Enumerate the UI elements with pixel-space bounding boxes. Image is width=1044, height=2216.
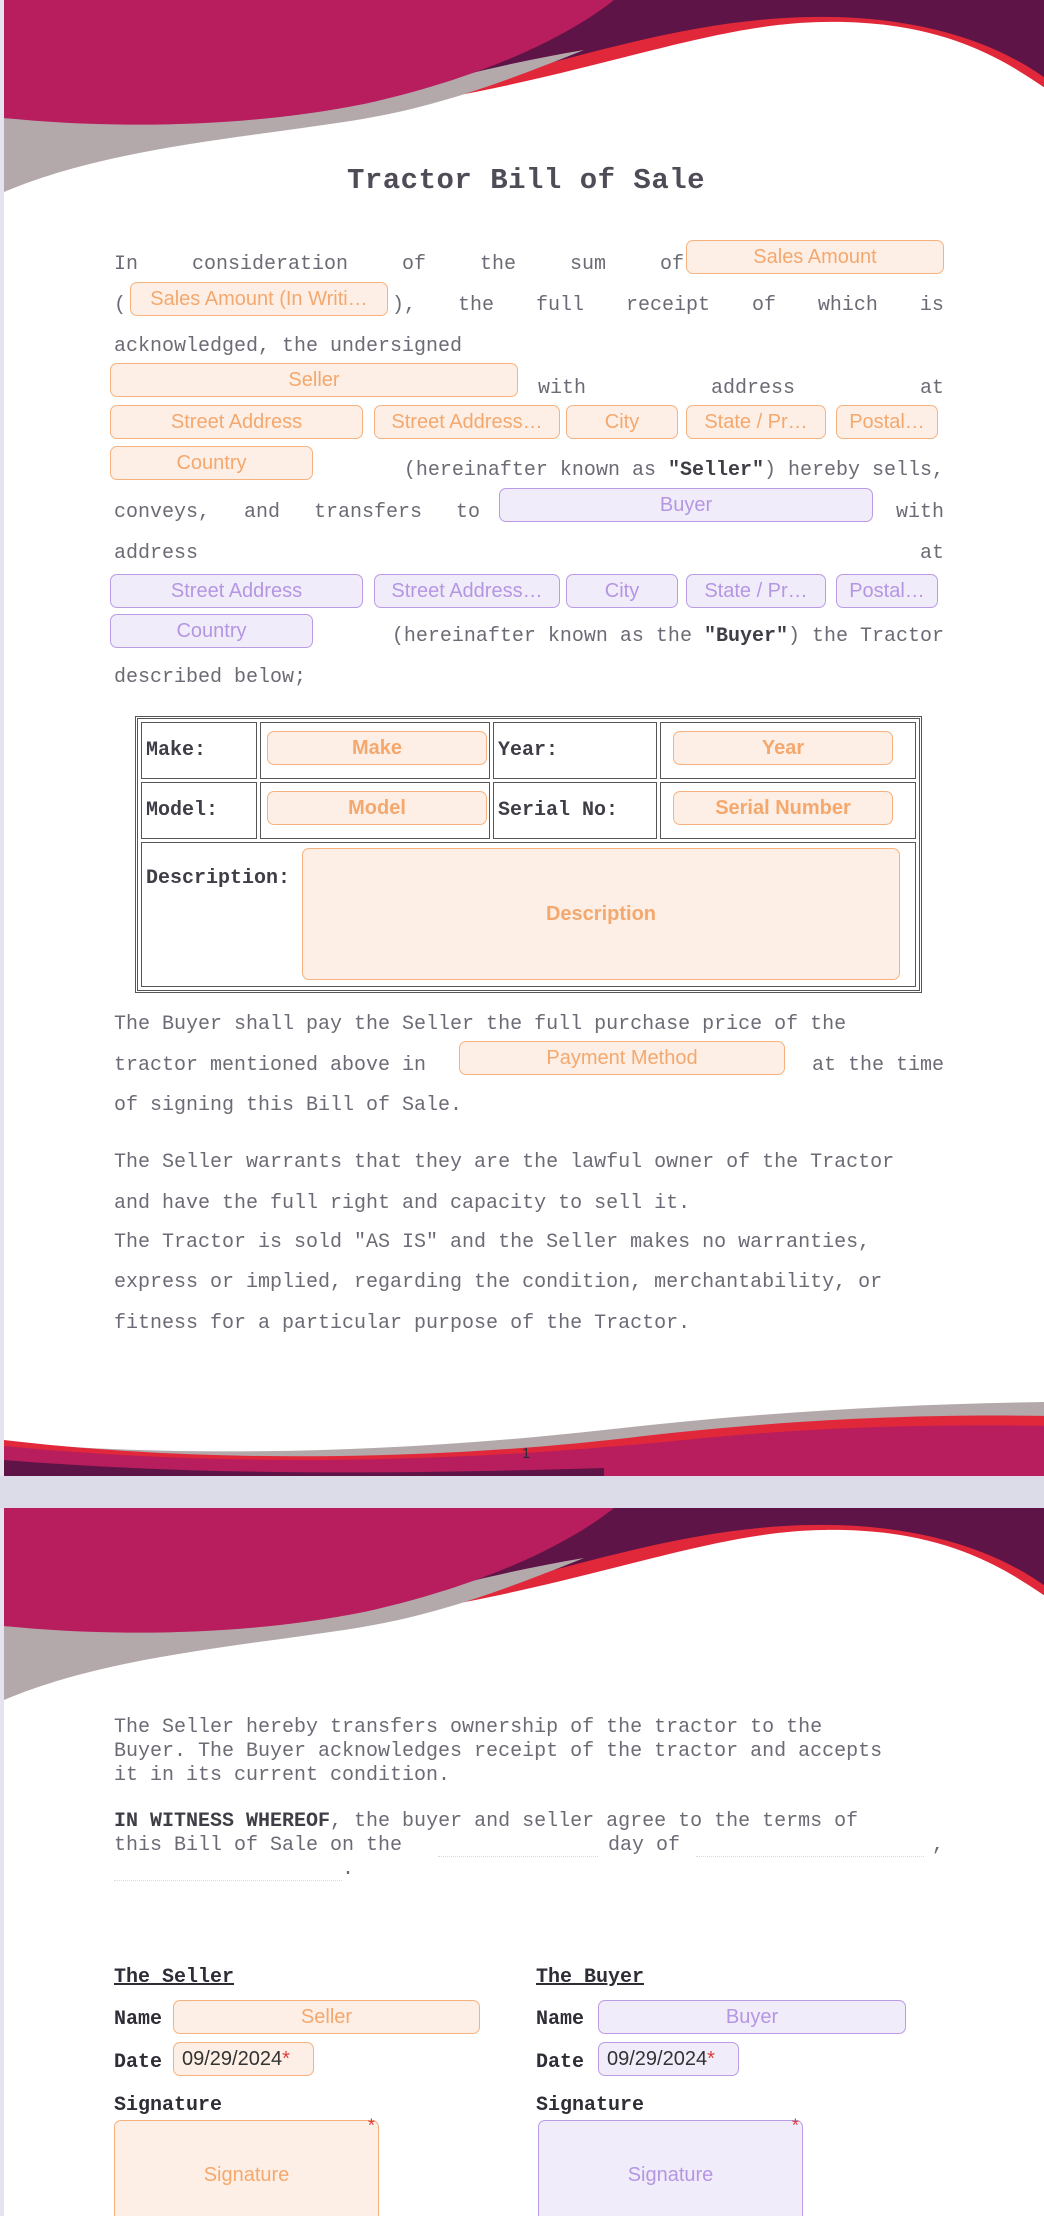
sales-amount-field[interactable]: Sales Amount — [686, 240, 944, 274]
intro-word: is — [919, 294, 944, 317]
seller-signature-pad[interactable]: Signature — [114, 2120, 379, 2216]
intro-word: and — [243, 501, 280, 524]
transfer-line-2: Buyer. The Buyer acknowledges receipt of the tractor and accepts — [114, 1740, 883, 1763]
buyer-date-field[interactable]: 09/29/2024 * — [598, 2042, 739, 2076]
intro-line-8 — [114, 540, 944, 568]
intro-text: (hereinafter known as — [403, 459, 668, 482]
document-title: Tractor Bill of Sale — [346, 164, 706, 197]
seller-signature-name-field[interactable]: Seller — [173, 2000, 480, 2034]
year-cell — [660, 722, 916, 779]
witness-line-2a: this Bill of Sale on the — [114, 1834, 403, 1857]
intro-word: transfers — [313, 501, 422, 524]
required-mark: * — [282, 2047, 290, 2070]
intro-word: ), — [392, 294, 417, 317]
witness-period: . — [342, 1858, 355, 1881]
witness-comma: , — [931, 1834, 944, 1857]
seller-signature-label: Signature — [114, 2094, 223, 2117]
seller-street-address-field[interactable]: Street Address — [110, 405, 363, 439]
warranty-line-2: and have the full right and capacity to sell it. — [114, 1192, 691, 1215]
footer-wave-decoration — [4, 1390, 1044, 1476]
intro-line-2 — [392, 292, 944, 320]
buyer-signature-name-field[interactable]: Buyer — [598, 2000, 906, 2034]
intro-line-6 — [329, 457, 944, 485]
seller-street-address-2-field[interactable]: Street Address… — [374, 405, 560, 439]
intro-word: receipt — [625, 294, 710, 317]
year-label: Year: — [493, 722, 657, 779]
intro-word: In — [114, 253, 139, 276]
seller-term: "Seller" — [667, 459, 764, 482]
witness-bold: IN WITNESS WHEREOF — [114, 1810, 331, 1833]
seller-signature-required-mark: * — [366, 2118, 377, 2138]
buyer-name-field[interactable]: Buyer — [499, 488, 873, 522]
intro-word: with — [538, 377, 587, 400]
make-cell — [260, 722, 490, 779]
intro-word: consideration — [191, 253, 349, 276]
buyer-name-label: Name — [536, 2008, 585, 2031]
warranty-line-3: The Tractor is sold "AS IS" and the Seller makes no warranties, — [114, 1231, 871, 1254]
page-2 — [0, 1508, 1044, 2216]
tractor-details-table — [135, 716, 922, 993]
serial-cell — [660, 782, 916, 839]
witness-year-blank[interactable] — [114, 1880, 342, 1881]
make-field[interactable]: Make — [267, 731, 487, 765]
seller-name-label: Name — [114, 2008, 163, 2031]
seller-signature-heading: The Seller — [114, 1966, 235, 1989]
intro-word: address — [114, 542, 199, 565]
buyer-postal-field[interactable]: Postal… — [836, 574, 938, 608]
intro-word: of — [401, 253, 426, 276]
warranty-line-1: The Seller warrants that they are the lawful owner of the Tractor — [114, 1151, 895, 1174]
description-label: Description: — [146, 867, 291, 890]
open-paren: ( — [114, 294, 127, 317]
seller-date-field[interactable]: 09/29/2024 * — [173, 2042, 314, 2076]
payment-line-2b: at the time — [811, 1054, 944, 1077]
buyer-street-address-field[interactable]: Street Address — [110, 574, 363, 608]
warranty-line-4: express or implied, regarding the condition, merchantability, or — [114, 1271, 883, 1294]
make-label: Make: — [141, 722, 257, 779]
payment-line-1: The Buyer shall pay the Seller the full purchase price of the — [114, 1013, 847, 1036]
seller-country-field[interactable]: Country — [110, 446, 313, 480]
witness-line-1 — [114, 1810, 944, 1835]
seller-postal-field[interactable]: Postal… — [836, 405, 938, 439]
intro-word: full — [535, 294, 584, 317]
intro-with: with — [895, 501, 944, 524]
buyer-term: "Buyer" — [703, 625, 788, 648]
seller-state-field[interactable]: State / Pr… — [686, 405, 826, 439]
buyer-signature-label: Signature — [536, 2094, 645, 2117]
buyer-street-address-2-field[interactable]: Street Address… — [374, 574, 560, 608]
buyer-signature-pad[interactable]: Signature — [538, 2120, 803, 2216]
witness-text: , the buyer and seller agree to the terms of — [330, 1810, 859, 1833]
serial-number-field[interactable]: Serial Number — [673, 791, 893, 825]
intro-line-4 — [538, 375, 944, 403]
payment-method-field[interactable]: Payment Method — [459, 1041, 785, 1075]
seller-name-field[interactable]: Seller — [110, 363, 518, 397]
intro-line-7 — [114, 499, 480, 527]
seller-date-label: Date — [114, 2051, 163, 2074]
intro-word: which — [817, 294, 878, 317]
warranty-line-5: fitness for a particular purpose of the Tractor. — [114, 1312, 691, 1335]
intro-text: (hereinafter known as the — [391, 625, 704, 648]
description-field[interactable]: Description — [302, 848, 900, 980]
intro-line-1 — [114, 251, 684, 279]
buyer-country-field[interactable]: Country — [110, 614, 313, 648]
description-cell — [141, 842, 916, 987]
buyer-city-field[interactable]: City — [566, 574, 678, 608]
model-field[interactable]: Model — [267, 791, 487, 825]
header-wave-decoration — [4, 1508, 1044, 1708]
page-number: 1 — [521, 1445, 531, 1462]
witness-month-blank[interactable] — [696, 1856, 924, 1857]
seller-city-field[interactable]: City — [566, 405, 678, 439]
buyer-signature-heading: The Buyer — [536, 1966, 645, 1989]
intro-word: of — [659, 253, 684, 276]
intro-word: at — [919, 377, 944, 400]
intro-word: to — [455, 501, 480, 524]
transfer-line-3: it in its current condition. — [114, 1764, 451, 1787]
intro-word: address — [710, 377, 795, 400]
buyer-state-field[interactable]: State / Pr… — [686, 574, 826, 608]
buyer-date-label: Date — [536, 2051, 585, 2074]
intro-word: the — [479, 253, 516, 276]
intro-text: ) hereby sells, — [763, 459, 944, 482]
intro-line-10 — [344, 623, 944, 651]
witness-line-2b: day of — [608, 1834, 681, 1857]
witness-day-blank[interactable] — [438, 1856, 598, 1857]
intro-word: at — [919, 542, 944, 565]
intro-word: the — [457, 294, 494, 317]
model-cell — [260, 782, 490, 839]
intro-word: of — [751, 294, 776, 317]
intro-word: conveys, — [114, 501, 211, 524]
required-mark: * — [707, 2047, 715, 2070]
sales-amount-in-words-field[interactable]: Sales Amount (In Writi… — [130, 282, 388, 316]
transfer-line-1: The Seller hereby transfers ownership of the tractor to the — [114, 1716, 823, 1739]
year-field[interactable]: Year — [673, 731, 893, 765]
intro-word: sum — [569, 253, 606, 276]
intro-text: ) the Tractor — [787, 625, 944, 648]
model-label: Model: — [141, 782, 257, 839]
payment-line-2a: tractor mentioned above in — [114, 1054, 427, 1077]
payment-line-3: of signing this Bill of Sale. — [114, 1094, 463, 1117]
intro-line-3: acknowledged, the undersigned — [114, 335, 463, 358]
intro-line-11: described below; — [114, 666, 307, 689]
serial-label: Serial No: — [493, 782, 657, 839]
buyer-signature-required-mark: * — [790, 2118, 801, 2138]
